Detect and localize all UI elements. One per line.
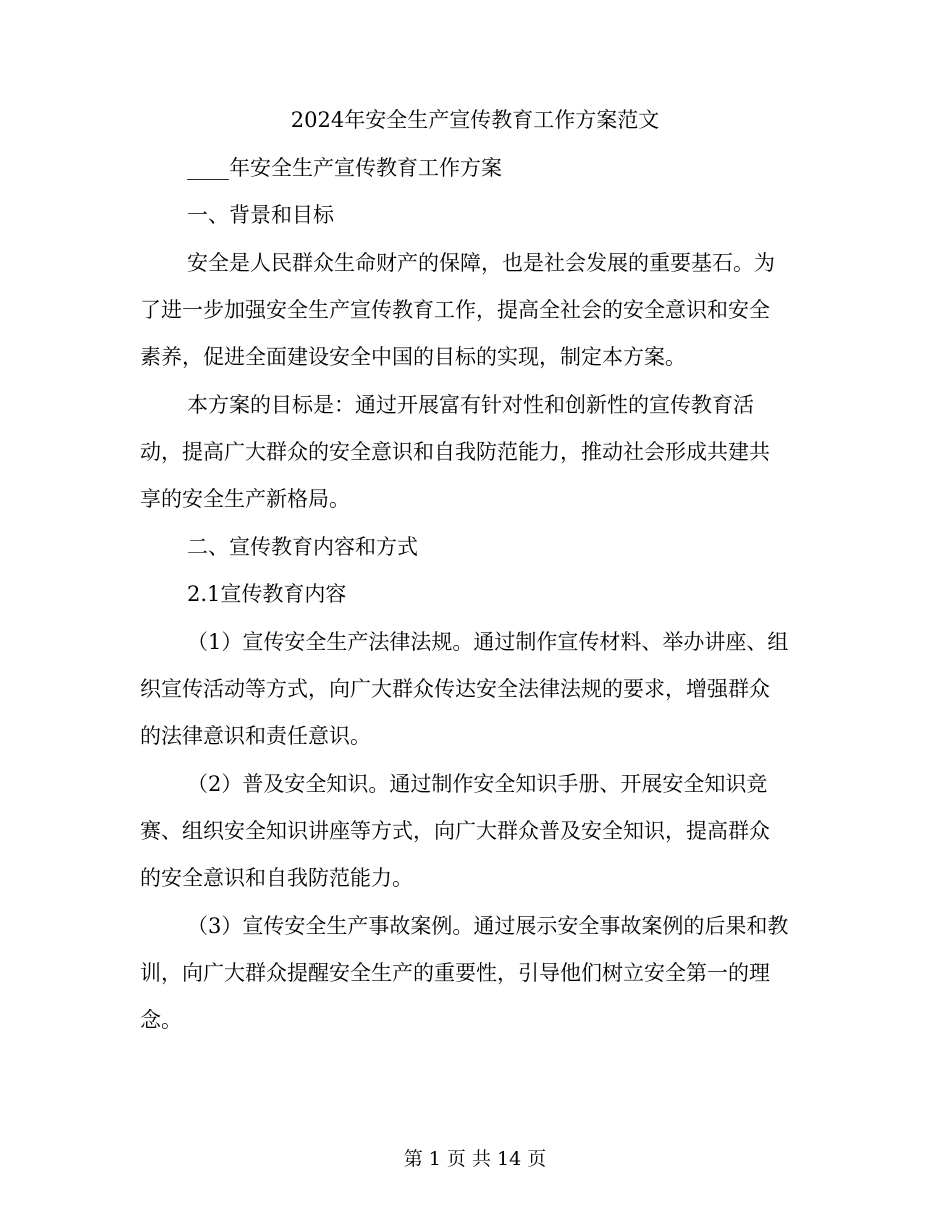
paragraph-line: 本方案的目标是：通过开展富有针对性和创新性的宣传教育活	[187, 393, 754, 417]
paragraph-line: 安全是人民群众生命财产的保障，也是社会发展的重要基石。为	[187, 251, 775, 275]
page-footer: 第 1 页 共 14 页	[403, 1148, 547, 1170]
section-heading: 二、宣传教育内容和方式	[187, 535, 418, 559]
paragraph-line: 赛、组织安全知识讲座等方式，向广大群众普及安全知识，提高群众	[140, 819, 770, 843]
paragraph-line: 念。	[140, 1008, 182, 1032]
document-title: 2024年安全生产宣传教育工作方案范文	[290, 108, 660, 132]
paragraph-line: 训，向广大群众提醒安全生产的重要性，引导他们树立安全第一的理	[140, 961, 770, 985]
paragraph-line: （2）普及安全知识。通过制作安全知识手册、开展安全知识竞	[187, 772, 768, 796]
paragraph-line: （1）宣传安全生产法律法规。通过制作宣传材料、举办讲座、组	[187, 630, 789, 654]
paragraph-line: 的法律意识和责任意识。	[140, 724, 371, 748]
subsection-heading: 2.1宣传教育内容	[187, 582, 347, 606]
paragraph-line: 素养，促进全面建设安全中国的目标的实现，制定本方案。	[140, 345, 686, 369]
paragraph-line: 动，提高广大群众的安全意识和自我防范能力，推动社会形成共建共	[140, 440, 770, 464]
paragraph-line: （3）宣传安全生产事故案例。通过展示安全事故案例的后果和教	[187, 914, 789, 938]
paragraph-line: 的安全意识和自我防范能力。	[140, 866, 413, 890]
paragraph-line: 织宣传活动等方式，向广大群众传达安全法律法规的要求，增强群众	[140, 677, 770, 701]
paragraph-line: 了进一步加强安全生产宣传教育工作，提高全社会的安全意识和安全	[140, 298, 770, 322]
subtitle: ____年安全生产宣传教育工作方案	[187, 156, 502, 180]
paragraph-line: 享的安全生产新格局。	[140, 487, 350, 511]
section-heading: 一、背景和目标	[187, 203, 334, 227]
